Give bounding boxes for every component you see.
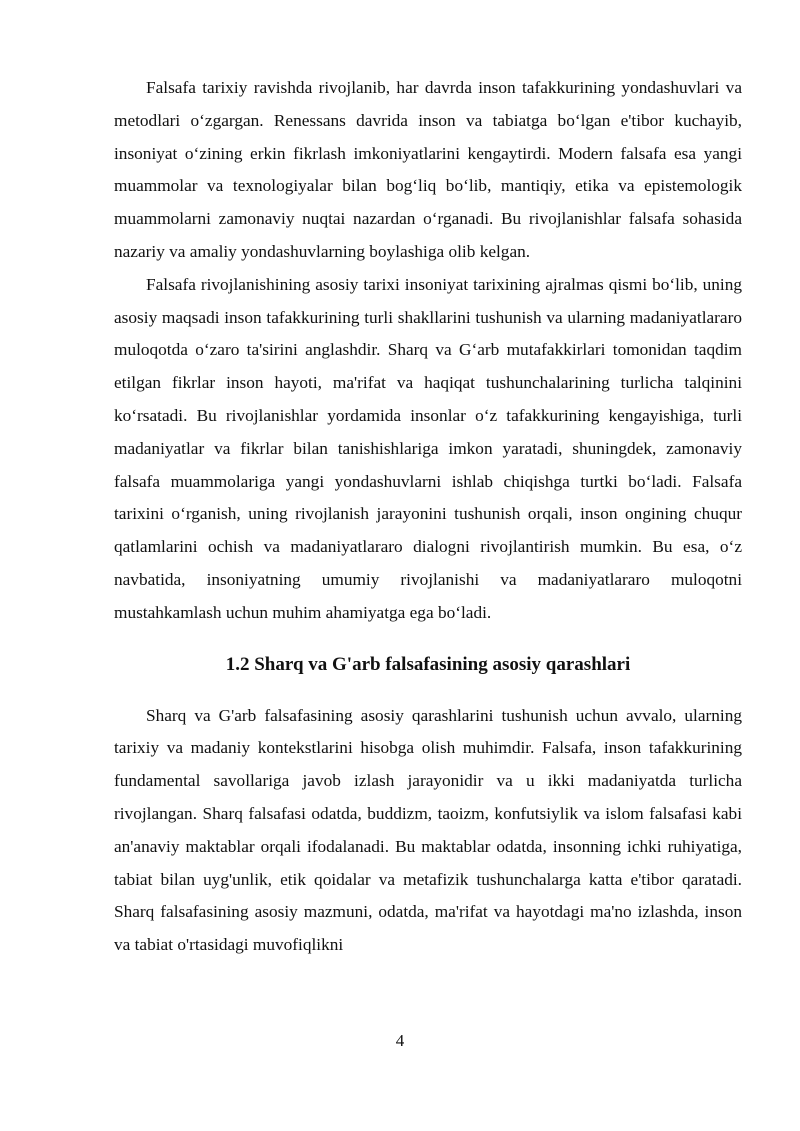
document-body: [114, 72, 742, 962]
page-number: 4: [395, 1031, 405, 1050]
paragraph-3: Sharq va G'arb falsafasining asosiy qarashlarini tushunish uchun avvalo, ularning tarixiy va madaniy kontekstlarini hisobga olish muhimdir. Falsafa, inson tafakkurining fundamental savollariga javob izlash jarayonidir va u ikki madaniyatda turlicha rivojlangan. Sharq falsafasi odatda, buddizm, taoizm, konfutsiylik va islom falsafasi kabi an'anaviy maktablar orqali ifodalanadi. Bu maktablar odatda, insonning ichki ruhiyatiga, tabiat bilan uyg'unlik, etik qoidalar va metafizik tushunchalarga katta e'tibor qaratadi. Sharq falsafasining asosiy mazmuni, odatda, ma'rifat va hayotdagi ma'no izlashda, inson va tabiat o'rtasidagi muvofiqlikni: [114, 705, 742, 955]
section-heading: 1.2 Sharq va G'arb falsafasining asosiy qarashlari: [225, 653, 631, 675]
paragraph-1: Falsafa tarixiy ravishda rivojlanib, har davrda inson tafakkurining yondashuvlari va metodlari oʻzgargan. Renessans davrida inson va tabiatga boʻlgan e'tibor kuchayib, insoniyat oʻzining erkin fikrlash imkoniyatlarini kengaytirdi. Modern falsafa esa yangi muammolar va texnologiyalar bilan bogʻliq boʻlib, mantiqiy, etika va epistemologik muammolarni zamonaviy nuqtai nazardan oʻrganadi. Bu rivojlanishlar falsafa sohasida nazariy va amaliy yondashuvlarning boylashiga olib kelgan.: [114, 78, 742, 261]
paragraph-2: Falsafa rivojlanishining asosiy tarixi insoniyat tarixining ajralmas qismi boʻlib, uning asosiy maqsadi inson tafakkurining turli shakllarini tushunish va ularning madaniyatlararo muloqotda oʻzaro ta'sirini anglashdir. Sharq va Gʻarb mutafakkirlari tomonidan taqdim etilgan fikrlar inson hayoti, ma'rifat va haqiqat tushunchalarining turlicha talqinini koʻrsatadi. Bu rivojlanishlar yordamida insonlar oʻz tafakkurining kengayishiga, turli madaniyatlar va fikrlar bilan tanishishlariga imkon yaratadi, shuningdek, zamonaviy falsafa muammolariga yangi yondashuvlarni ishlab chiqishga turtki boʻladi. Falsafa tarixini oʻrganish, uning rivojlanish jarayonini tushunish orqali, inson ongining chuqur qatlamlarini ochish va madaniyatlararo dialogni rivojlantirish mumkin. Bu esa, oʻz navbatida, insoniyatning umumiy rivojlanishi va madaniyatlararo muloqotni mustahkamlash uchun muhim ahamiyatga ega boʻladi.: [114, 274, 742, 622]
